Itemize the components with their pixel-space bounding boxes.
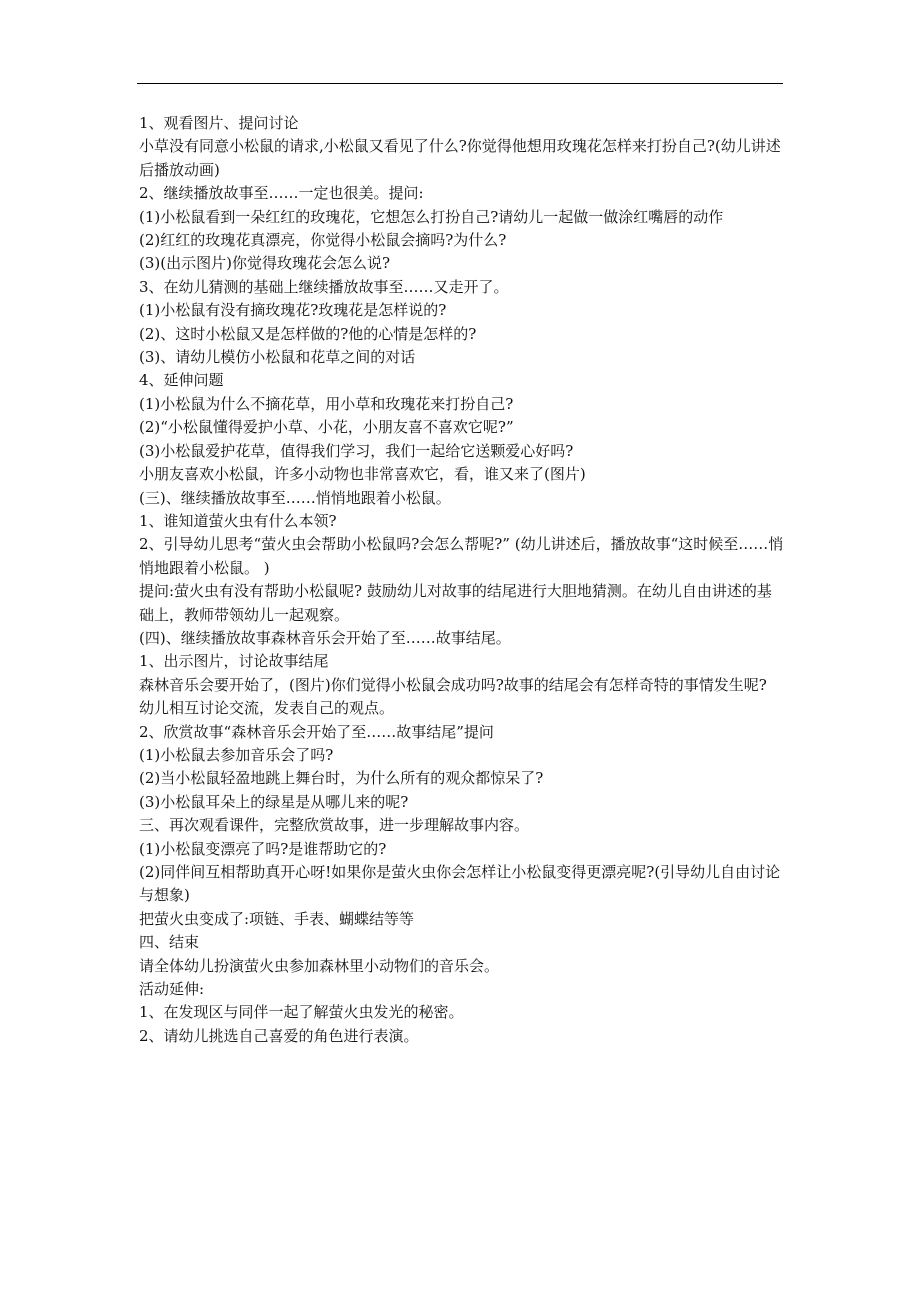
document-line: 1、出示图片，讨论故事结尾 — [139, 652, 329, 671]
document-line: 三、再次观看课件，完整欣赏故事，进一步理解故事内容。 — [139, 816, 530, 835]
document-line: 2、欣赏故事“森林音乐会开始了至……故事结尾”提问 — [139, 722, 494, 741]
document-line: (1)小松鼠有没有摘玫瑰花?玫瑰花是怎样说的? — [139, 301, 447, 320]
document-line: 1、观看图片、提问讨论 — [139, 114, 299, 132]
document-line: 把萤火虫变成了:项链、手表、蝴蝶结等等 — [139, 909, 415, 928]
document-line: 活动延伸: — [139, 980, 205, 999]
document-line: 1、谁知道萤火虫有什么本领? — [139, 511, 337, 530]
document-line: 森林音乐会要开始了，(图片)你们觉得小松鼠会成功吗?故事的结尾会有怎样奇特的事情发生呢? — [139, 675, 767, 694]
document-line: 小草没有同意小松鼠的请求,小松鼠又看见了什么?你觉得他想用玫瑰花怎样来打扮自己?(幼儿讲述后播放动画) — [139, 137, 781, 179]
document-line: (2)红红的玫瑰花真漂亮，你觉得小松鼠会摘吗?为什么? — [139, 231, 507, 250]
document-line: (1)小松鼠变漂亮了吗?是谁帮助它的? — [139, 839, 387, 858]
document-line: 3、在幼儿猜测的基础上继续播放故事至……又走开了。 — [139, 277, 509, 296]
document-line: 2、引导幼儿思考“萤火虫会帮助小松鼠吗?会怎么帮呢?” (幼儿讲述后，播放故事“这时候至……悄悄地跟着小松鼠。 ) — [139, 535, 784, 577]
document-line: 提问:萤火虫有没有帮助小松鼠呢? 鼓励幼儿对故事的结尾进行大胆地猜测。在幼儿自由讲述的基础上，教师带领幼儿一起观察。 — [139, 582, 772, 624]
document-line: (3)小松鼠爱护花草，值得我们学习，我们一起给它送颗爱心好吗? — [139, 441, 574, 460]
document-line: 小朋友喜欢小松鼠，许多小动物也非常喜欢它，看，谁又来了(图片) — [139, 465, 586, 484]
document-line: 2、请幼儿挑选自己喜爱的角色进行表演。 — [139, 1026, 419, 1045]
document-line: (3)小松鼠耳朵上的绿星是从哪儿来的呢? — [139, 792, 409, 811]
document-line: (四)、继续播放故事森林音乐会开始了至……故事结尾。 — [139, 628, 511, 647]
document-line: (三)、继续播放故事至……悄悄地跟着小松鼠。 — [139, 488, 451, 507]
document-line: (1)小松鼠为什么不摘花草，用小草和玫瑰花来打扮自己? — [139, 394, 514, 413]
document-line: 1、在发现区与同伴一起了解萤火虫发光的秘密。 — [139, 1003, 464, 1022]
document-line: (2)当小松鼠轻盈地跳上舞台时，为什么所有的观众都惊呆了? — [139, 769, 544, 788]
document-line: 四、结束 — [139, 933, 200, 952]
document-line: 请全体幼儿扮演萤火虫参加森林里小动物们的音乐会。 — [139, 956, 500, 975]
document-line: (1)小松鼠看到一朵红红的玫瑰花，它想怎么打扮自己?请幼儿一起做一做涂红嘴唇的动作 — [139, 207, 724, 226]
document-line: (3)(出示图片)你觉得玫瑰花会怎么说? — [139, 254, 390, 273]
document-line: (2)、这时小松鼠又是怎样做的?他的心情是怎样的? — [139, 324, 477, 343]
document-line: (2)“小松鼠懂得爱护小草、小花，小朋友喜不喜欢它呢?” — [139, 418, 514, 437]
header-rule — [137, 83, 783, 84]
document-line: 2、继续播放故事至……一定也很美。提问: — [139, 184, 424, 203]
document-line: 幼儿相互讨论交流，发表自己的观点。 — [139, 699, 395, 718]
document-line: (2)同伴间互相帮助真开心呀!如果你是萤火虫你会怎样让小松鼠变得更漂亮呢?(引导幼儿自由讨论与想象) — [139, 863, 781, 905]
document-line: 4、延伸问题 — [139, 371, 224, 390]
document-line: (1)小松鼠去参加音乐会了吗? — [139, 745, 334, 764]
document-line: (3)、请幼儿模仿小松鼠和花草之间的对话 — [139, 348, 416, 367]
document-body — [139, 112, 784, 1048]
